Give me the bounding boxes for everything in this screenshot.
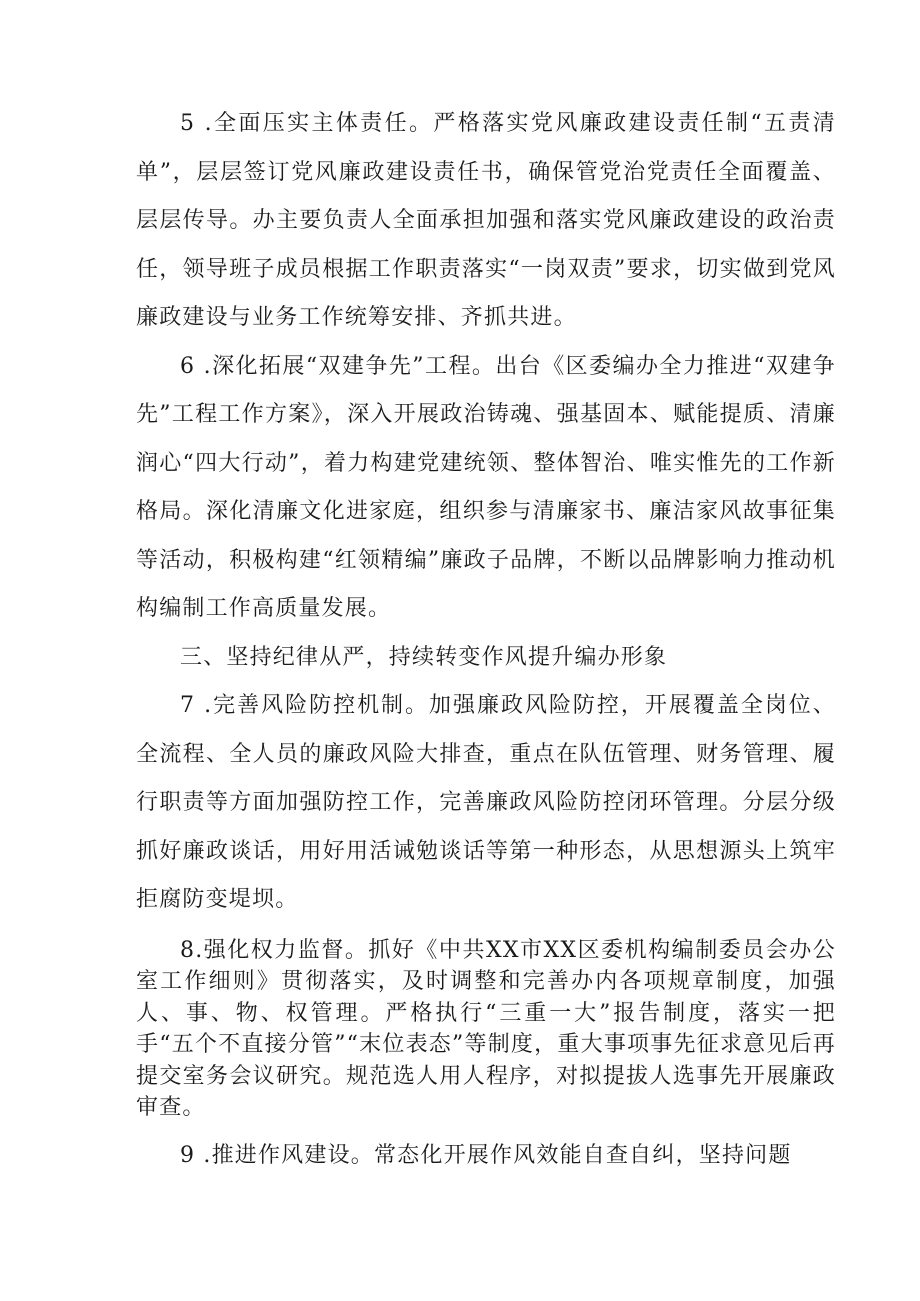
- document-page: [136, 100, 836, 1180]
- paragraph-item-7: 7 .完善风险防控机制。加强廉政风险防控，开展覆盖全岗位、全流程、全人员的廉政风险大排查，重点在队伍管理、财务管理、履行职责等方面加强防控工作，完善廉政风险防控闭环管理。分层分级抓好廉政谈话，用好用活诫勉谈话等第一种形态，从思想源头上筑牢拒腐防变堤坝。: [136, 693, 836, 912]
- paragraph-item-8: 8.强化权力监督。抓好《中共XX市XX区委机构编制委员会办公室工作细则》贯彻落实，及时调整和完善办内各项规章制度，加强人、事、物、权管理。严格执行“三重一大”报告制度，落实一把手“五个不直接分管”“末位表态”等制度，重大事项事先征求意见后再提交室务会议研究。规范选人用人程序，对拟提拔人选事先开展廉政审查。: [136, 937, 836, 1120]
- paragraph-item-6: 6 .深化拓展“双建争先”工程。出台《区委编办全力推进“双建争先”工程工作方案》，深入开展政治铸魂、强基固本、赋能提质、清廉润心“四大行动”，着力构建党建统领、整体智治、唯实惟先的工作新格局。深化清廉文化进家庭，组织参与清廉家书、廉洁家风故事征集等活动，积极构建“红领精编”廉政子品牌，不断以品牌影响力推动机构编制工作高质量发展。: [136, 353, 836, 621]
- paragraph-item-9: 9 .推进作风建设。常态化开展作风效能自查自纠，坚持问题: [180, 1142, 792, 1168]
- paragraph-item-5: 5 .全面压实主体责任。严格落实党风廉政建设责任制“五责清单”，层层签订党风廉政建设责任书，确保管党治党责任全面覆盖、层层传导。办主要负责人全面承担加强和落实党风廉政建设的政治责任，领导班子成员根据工作职责落实“一岗双责”要求，切实做到党风廉政建设与业务工作统筹安排、齐抓共进。: [136, 111, 836, 330]
- section-heading-3: 三、坚持纪律从严，持续转变作风提升编办形象: [180, 644, 668, 670]
